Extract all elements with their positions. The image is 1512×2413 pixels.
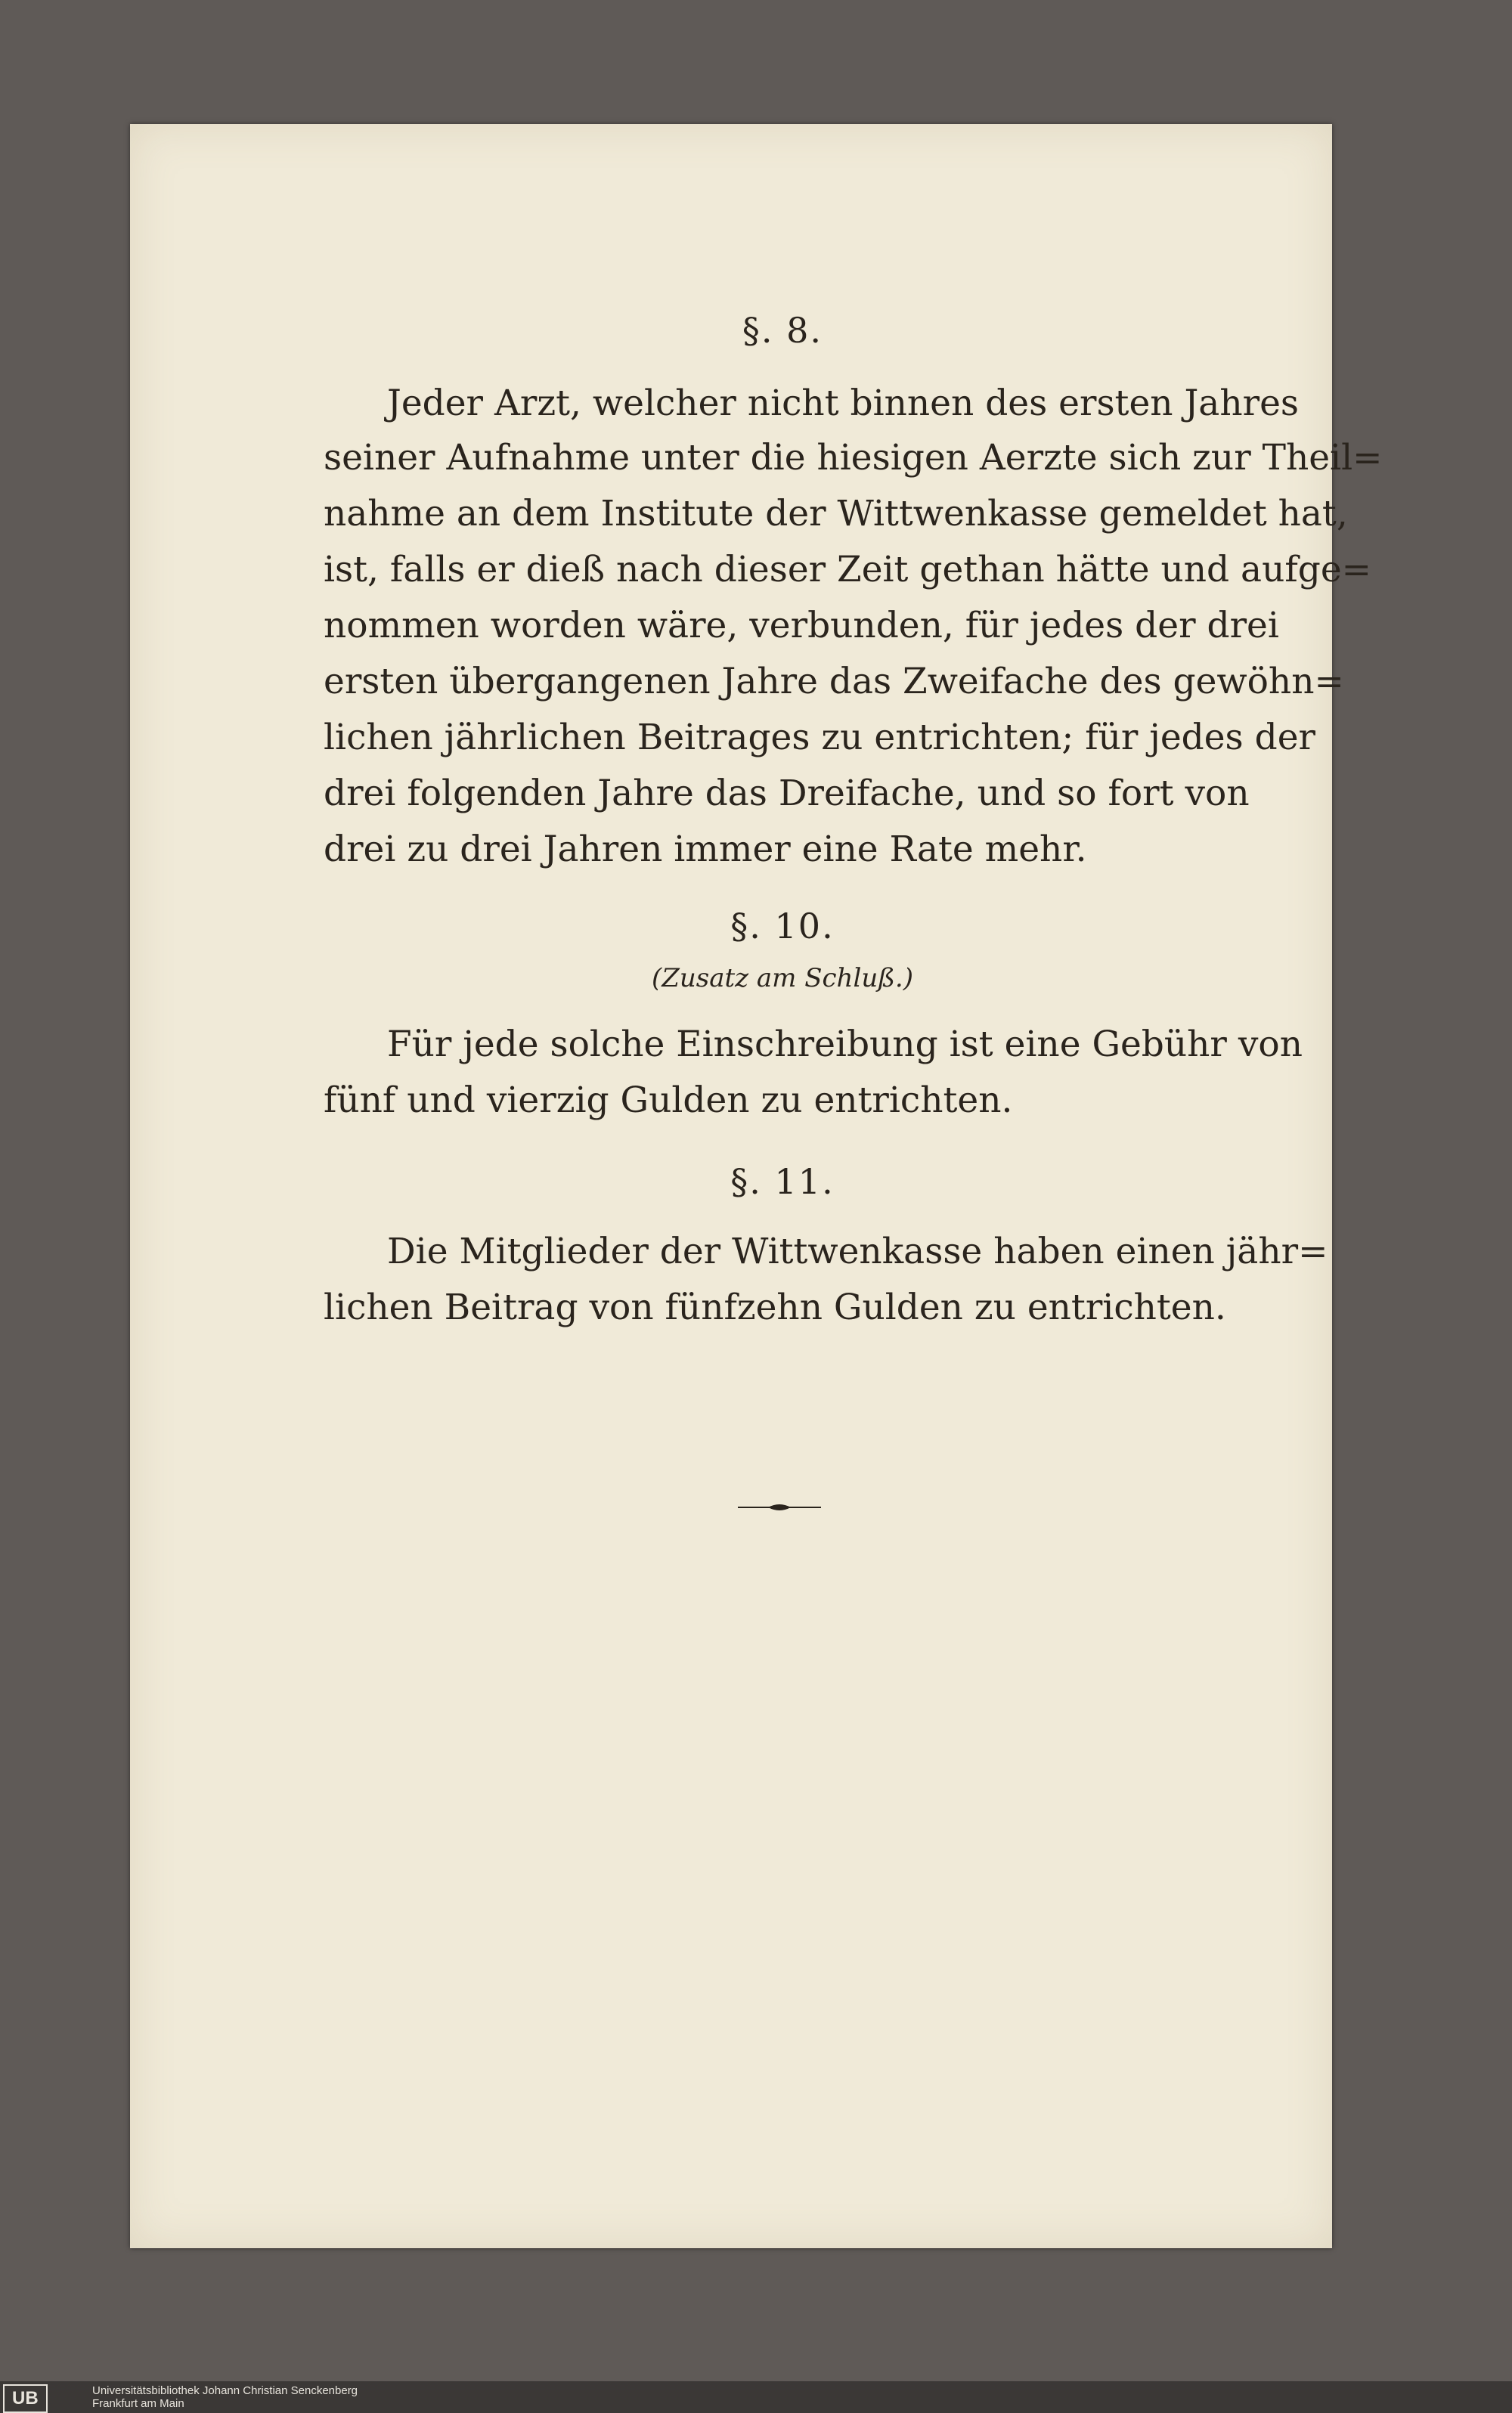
section-8-line: drei folgenden Jahre das Dreifache, und so fort von bbox=[324, 773, 1250, 814]
footer-bar bbox=[0, 2381, 1512, 2413]
section-11-line: Die Mitglieder der Wittwenkasse haben einen jähr= bbox=[387, 1231, 1328, 1272]
section-11-heading: §. 11. bbox=[730, 1161, 835, 1202]
section-10-line: fünf und vierzig Gulden zu entrichten. bbox=[324, 1080, 1013, 1121]
section-8-line: lichen jährlichen Beitrages zu entrichten; für jedes der bbox=[324, 717, 1315, 758]
section-8-line: nahme an dem Institute der Wittwenkasse gemeldet hat, bbox=[324, 493, 1348, 534]
section-10-subheading: (Zusatz am Schluß.) bbox=[652, 963, 913, 993]
library-location: Frankfurt am Main bbox=[92, 2397, 184, 2410]
section-10-line: Für jede solche Einschreibung ist eine Gebühr von bbox=[387, 1024, 1303, 1065]
ornament-divider-icon bbox=[738, 1500, 821, 1515]
document-page bbox=[130, 124, 1383, 2248]
section-8-line: ist, falls er dieß nach dieser Zeit gethan hätte und aufge= bbox=[324, 549, 1372, 590]
section-8-line: nommen worden wäre, verbunden, für jedes der drei bbox=[324, 605, 1279, 646]
section-8-line: ersten übergangenen Jahre das Zweifache des gewöhn= bbox=[324, 661, 1344, 702]
library-name: Universitätsbibliothek Johann Christian Senckenberg bbox=[92, 2384, 358, 2397]
section-8-line: Jeder Arzt, welcher nicht binnen des ersten Jahres bbox=[387, 383, 1300, 424]
section-11-line: lichen Beitrag von fünfzehn Gulden zu entrichten. bbox=[324, 1287, 1226, 1328]
section-8-line: seiner Aufnahme unter die hiesigen Aerzte sich zur Theil= bbox=[324, 437, 1383, 479]
ub-logo: UB bbox=[3, 2384, 48, 2413]
section-10-heading: §. 10. bbox=[730, 906, 835, 946]
footer-caption bbox=[92, 2384, 358, 2410]
section-8-heading: §. 8. bbox=[742, 310, 823, 351]
section-8-line: drei zu drei Jahren immer eine Rate mehr. bbox=[324, 829, 1087, 870]
